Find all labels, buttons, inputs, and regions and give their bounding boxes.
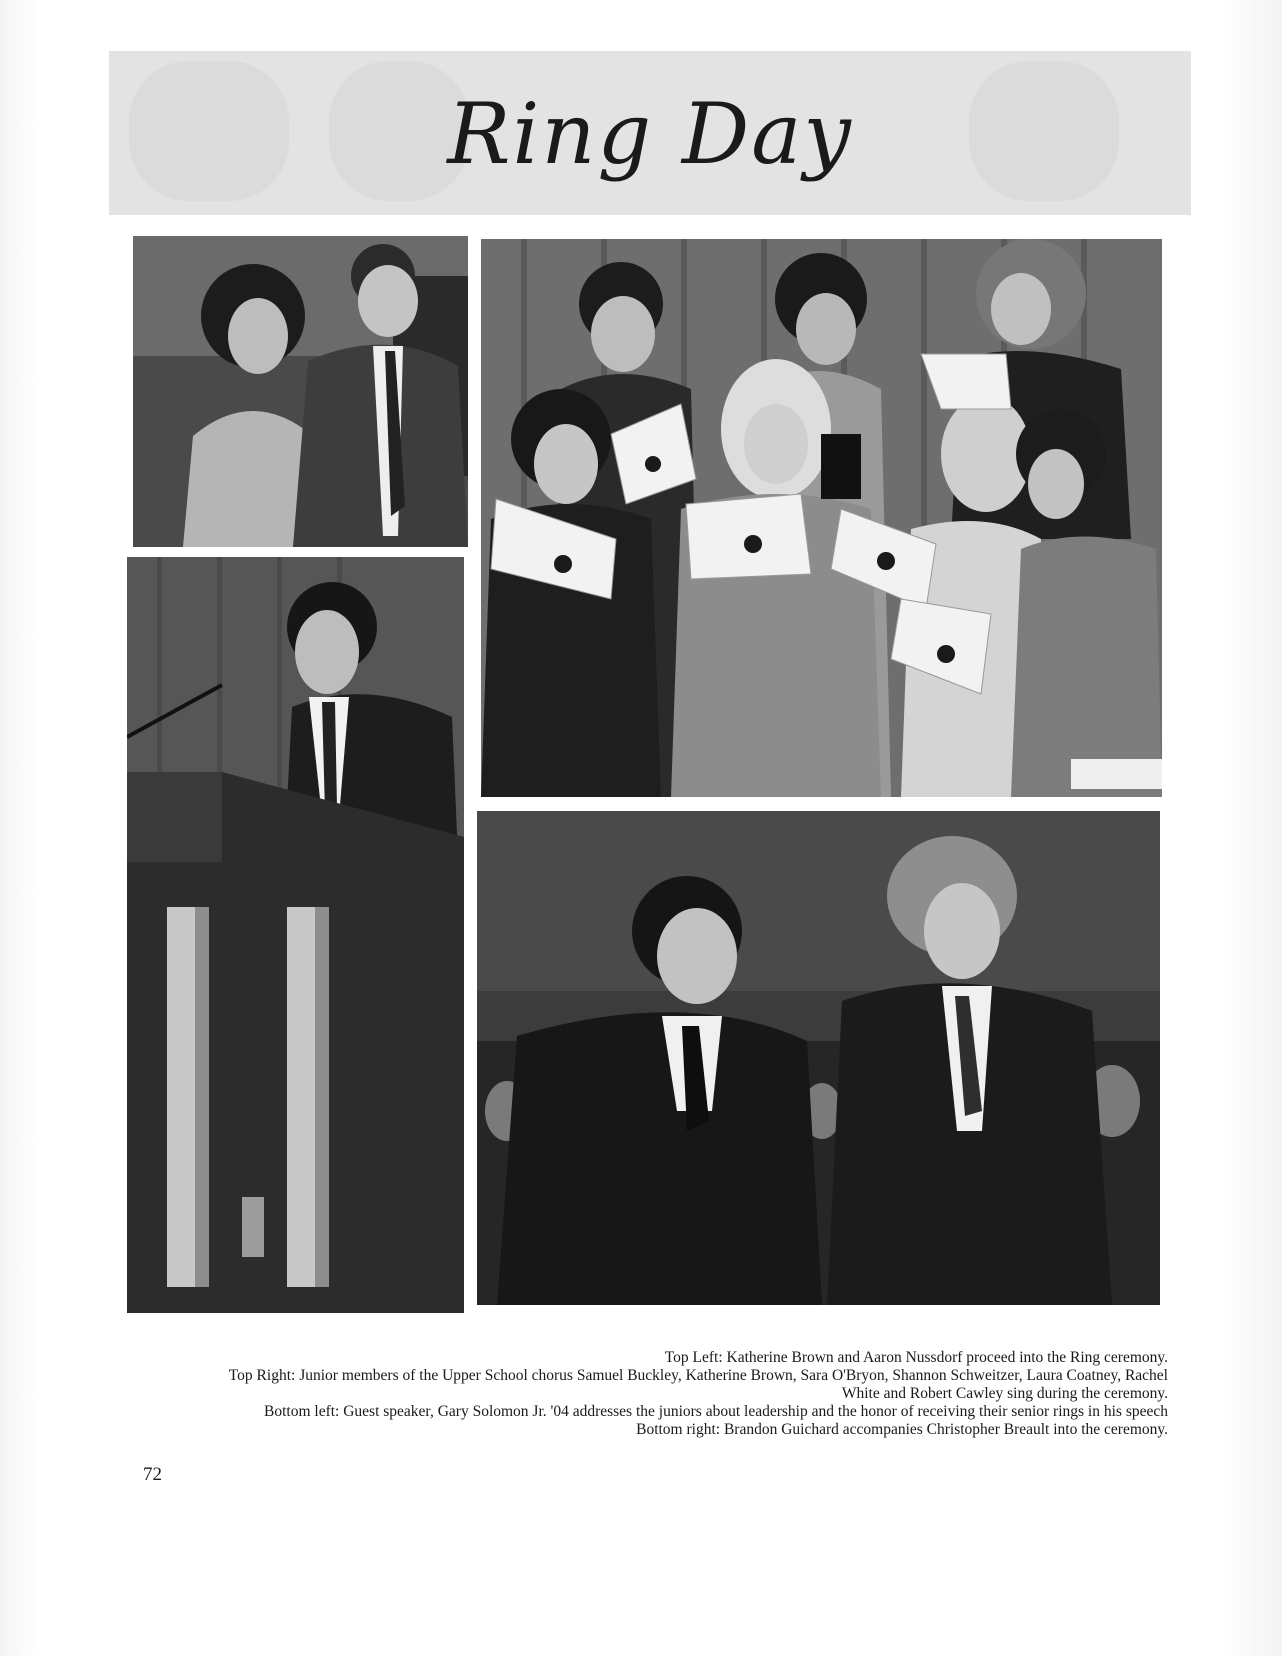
photo-top-left [133,236,468,547]
photo-top-right-image [481,239,1162,797]
photo-bottom-left [127,557,464,1313]
photo-bottom-left-image [127,557,464,1313]
photo-top-left-image [133,236,468,547]
page-number: 72 [143,1464,162,1485]
title-banner [109,51,1191,215]
photo-captions [220,1349,1168,1439]
page-title: Ring Day [447,85,853,183]
caption-bottom-right: Bottom right: Brandon Guichard accompanies Christopher Breault into the ceremony. [636,1421,1168,1438]
caption-bottom-left: Bottom left: Guest speaker, Gary Solomon Jr. '04 addresses the juniors about leadership and the honor of receiving their senior rings in his speech [264,1403,1168,1420]
photo-top-right [481,239,1162,797]
photo-bottom-right [477,811,1160,1305]
caption-top-right: Top Right: Junior members of the Upper School chorus Samuel Buckley, Katherine Brown, Sara O'Bryon, Shannon Schweitzer, Laura Coatney, Rachel White and Robert Cawley sing during the ceremony. [228,1367,1168,1402]
caption-top-left: Top Left: Katherine Brown and Aaron Nussdorf proceed into the Ring ceremony. [664,1349,1168,1366]
photo-bottom-right-image [477,811,1160,1305]
